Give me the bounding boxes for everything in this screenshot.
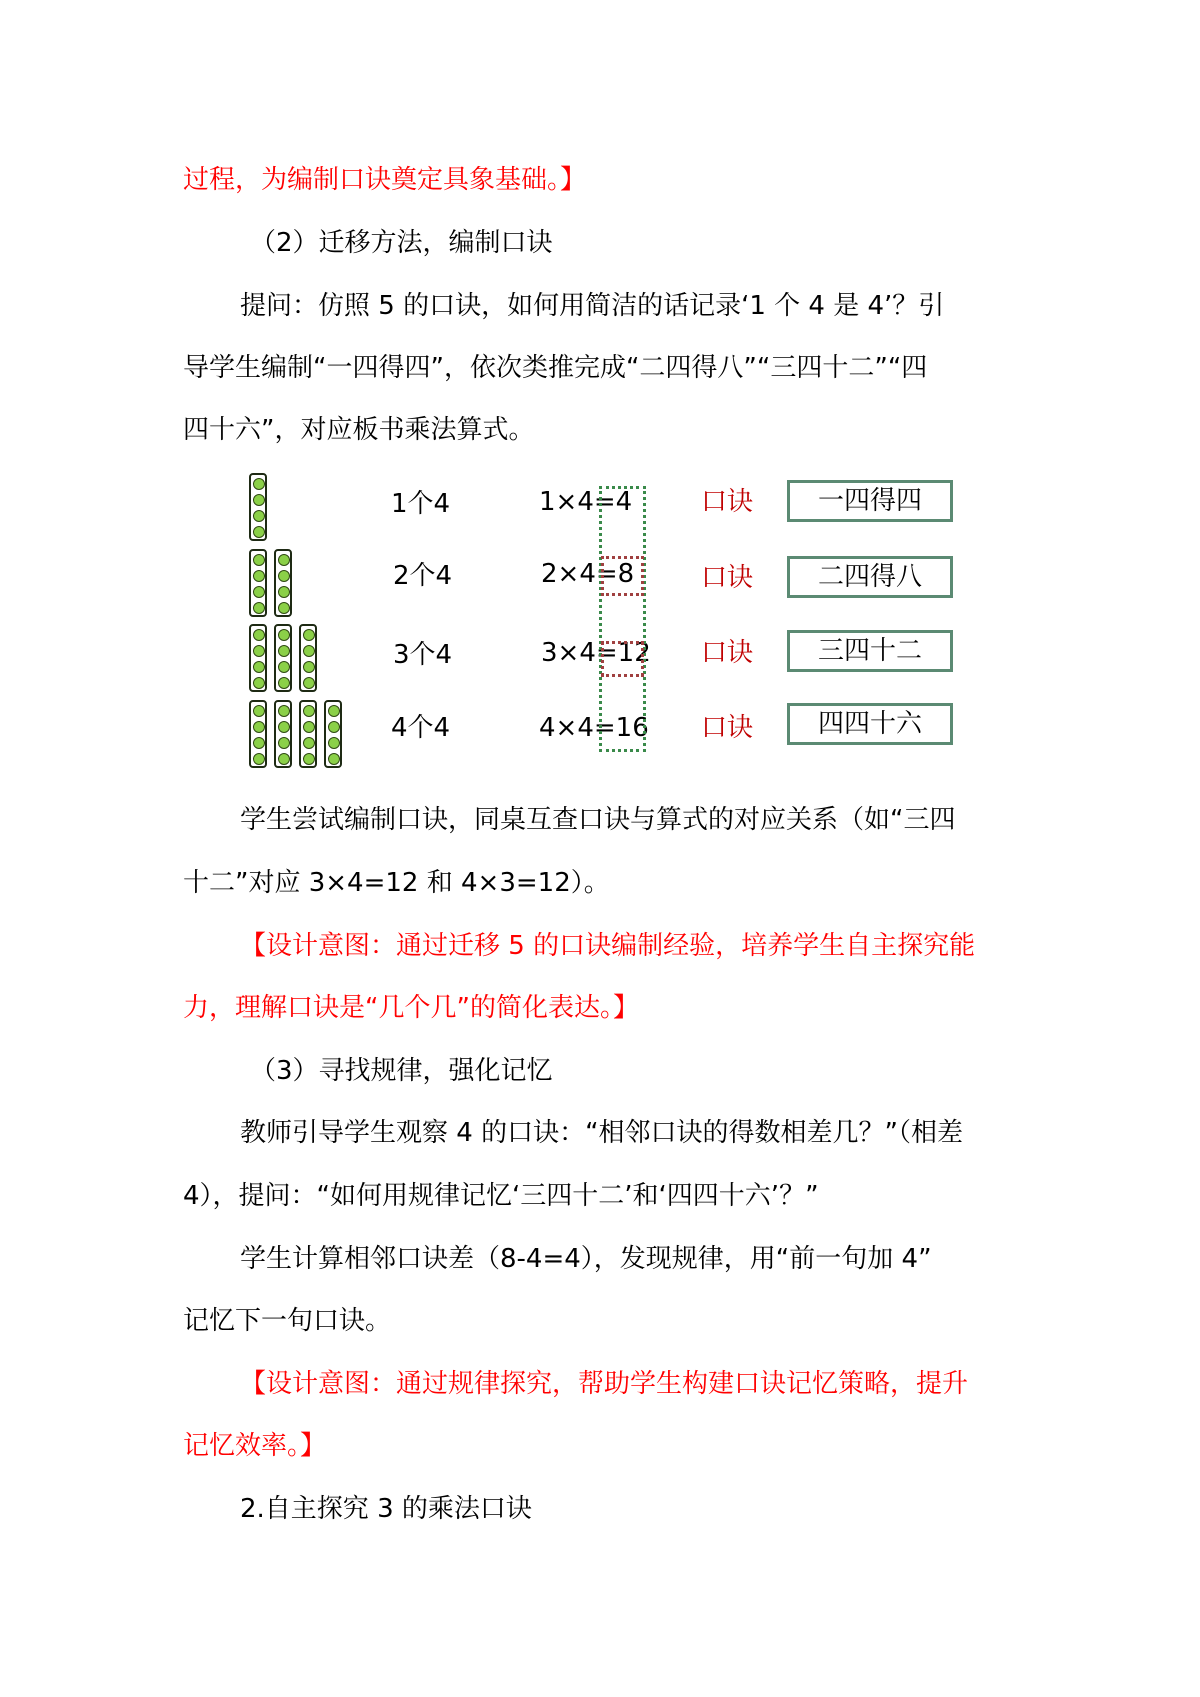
counter-dot (278, 661, 290, 673)
counter-dot (278, 645, 290, 657)
counter-dot (303, 629, 315, 641)
paragraph-question-line3: 四十六”，对应板书乘法算式。 (183, 415, 535, 445)
dot-stack (324, 700, 342, 768)
counter-dot (253, 705, 265, 717)
count-label: 3个4 (393, 640, 453, 670)
paragraph-teacher-guide-line2: 4），提问：“如何用规律记忆‘三四十二’和‘四四十六’？” (183, 1181, 819, 1211)
counter-dot (253, 629, 265, 641)
paragraph-design-intent-2-line2: 记忆效率。】 (183, 1431, 327, 1461)
counter-dot (278, 677, 290, 689)
counter-dot (253, 737, 265, 749)
dot-stack (299, 700, 317, 768)
paragraph-design-intent-2-line1: 【设计意图：通过规律探究，帮助学生构建口诀记忆策略，提升 (240, 1369, 969, 1399)
equation: 4×4=16 (539, 713, 649, 743)
heading-find-pattern: （3）寻找规律，强化记忆 (250, 1056, 553, 1086)
product-dash-red-bottom (601, 641, 644, 677)
count-label: 2个4 (393, 561, 453, 591)
paragraph-students-try-line1: 学生尝试编制口诀，同桌互查口诀与算式的对应关系（如“三四 (240, 805, 956, 835)
paragraph-students-calc-line2: 记忆下一句口诀。 (183, 1306, 392, 1336)
counter-dot (303, 721, 315, 733)
koujue-box: 三四十二 (787, 630, 953, 672)
counter-dot (278, 721, 290, 733)
counter-dot (253, 570, 265, 582)
counter-dot (253, 554, 265, 566)
count-label: 4个4 (391, 713, 451, 743)
counter-dot (278, 753, 290, 765)
koujue-box: 四四十六 (787, 703, 953, 745)
paragraph-teacher-guide-line1: 教师引导学生观察 4 的口诀：“相邻口诀的得数相差几？”（相差 (240, 1118, 964, 1148)
dot-stack (274, 700, 292, 768)
counter-dot (253, 677, 265, 689)
dot-stack (274, 624, 292, 692)
counter-dot (278, 570, 290, 582)
counter-dot (278, 586, 290, 598)
counter-dot (278, 629, 290, 641)
dot-stack (249, 700, 267, 768)
product-dash-green-outer (599, 486, 646, 752)
counter-dot (253, 478, 265, 490)
koujue-label: 口诀 (701, 563, 754, 593)
dot-stack (299, 624, 317, 692)
counter-dot (328, 737, 340, 749)
counter-dot (253, 526, 265, 538)
count-label: 1个4 (391, 489, 451, 519)
counter-dot (303, 705, 315, 717)
multiplication-figure (0, 0, 1200, 800)
paragraph-students-try-line2: 十二”对应 3×4=12 和 4×3=12）。 (183, 868, 610, 898)
dot-stack (249, 624, 267, 692)
equation: 3×4=12 (541, 638, 651, 668)
equation: 1×4=4 (539, 487, 633, 517)
counter-dot (278, 705, 290, 717)
counter-dot (303, 661, 315, 673)
paragraph-design-intent-1-line2: 力，理解口诀是“几个几”的简化表达。】 (183, 993, 639, 1023)
paragraph-design-note-end: 过程，为编制口诀奠定具象基础。】 (183, 165, 587, 195)
dot-stack (249, 473, 267, 541)
koujue-label: 口诀 (701, 487, 754, 517)
counter-dot (303, 677, 315, 689)
paragraph-design-intent-1-line1: 【设计意图：通过迁移 5 的口诀编制经验，培养学生自主探究能 (240, 931, 976, 961)
counter-dot (253, 645, 265, 657)
counter-dot (253, 602, 265, 614)
counter-dot (253, 586, 265, 598)
counter-dot (303, 737, 315, 749)
counter-dot (253, 753, 265, 765)
paragraph-question-line2: 导学生编制“一四得四”，依次类推完成“二四得八”“三四十二”“四 (183, 353, 928, 383)
counter-dot (253, 661, 265, 673)
counter-dot (278, 554, 290, 566)
counter-dot (303, 645, 315, 657)
counter-dot (253, 510, 265, 522)
counter-dot (278, 737, 290, 749)
paragraph-students-calc-line1: 学生计算相邻口诀差（8-4=4），发现规律，用“前一句加 4” (240, 1244, 932, 1274)
heading-transfer-method: （2）迁移方法，编制口诀 (250, 228, 553, 258)
product-dash-red-top (601, 556, 644, 596)
counter-dot (278, 602, 290, 614)
dot-stack (274, 549, 292, 617)
counter-dot (328, 721, 340, 733)
counter-dot (303, 753, 315, 765)
equation: 2×4=8 (541, 559, 635, 589)
counter-dot (328, 753, 340, 765)
counter-dot (328, 705, 340, 717)
koujue-box: 一四得四 (787, 480, 953, 522)
counter-dot (253, 494, 265, 506)
heading-explore-3-table: 2.自主探究 3 的乘法口诀 (240, 1494, 532, 1524)
counter-dot (253, 721, 265, 733)
dot-stack (249, 549, 267, 617)
paragraph-question-line1: 提问：仿照 5 的口诀，如何用简洁的话记录‘1 个 4 是 4’？引 (240, 291, 945, 321)
koujue-box: 二四得八 (787, 556, 953, 598)
koujue-label: 口诀 (701, 638, 754, 668)
koujue-label: 口诀 (701, 713, 754, 743)
